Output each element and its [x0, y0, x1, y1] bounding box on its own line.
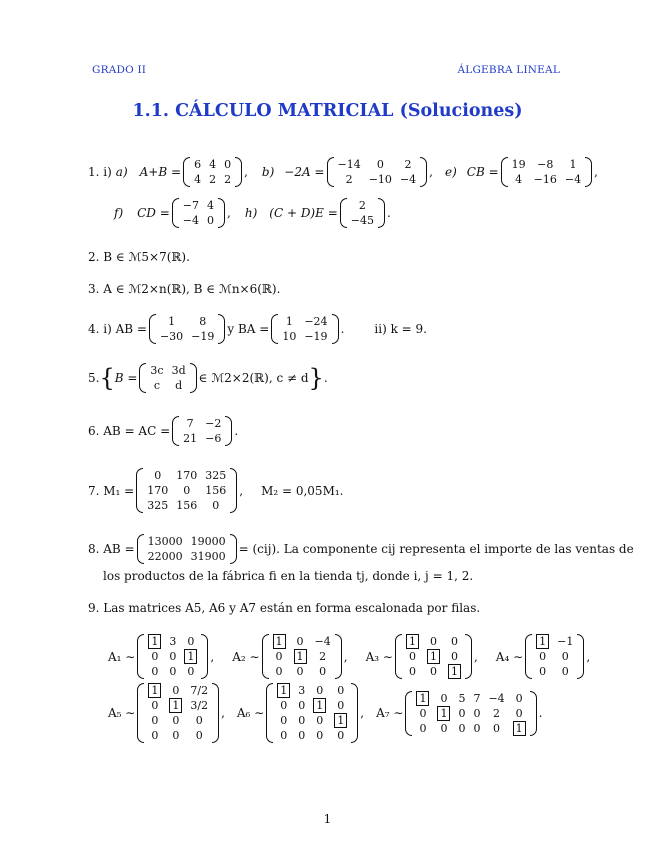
matrix-entry: 1 — [423, 649, 444, 664]
matrix-entry: 0 — [298, 729, 306, 742]
matrix-entry: 2 — [358, 199, 366, 212]
p1-e-expr: CB = — [466, 165, 499, 179]
problem-9-intro: 9. Las matrices A5, A6 y A7 están en forma escalonada por filas. — [88, 601, 481, 615]
matrix-entry: 0 — [408, 665, 416, 678]
matrix-entry: −4 — [488, 691, 505, 705]
problem-9-row-2: A₅ ∼ 1 0 7/2 0 1 3/2 0 0 0 0 0 0 , A₆ ∼ 1 3 0 0 0 0 1 0 0 0 0 1 0 0 0 0 , A₇ ∼ 1 0 5 7 −4 0 0 1 0 0 2 0 0 0 0 0 0 1 . — [108, 684, 543, 742]
matrix-entry: 0 — [337, 729, 345, 742]
matrix-entry: 0 — [275, 665, 283, 678]
matrix-entry: −4 — [564, 173, 582, 186]
matrix-entry: 0 — [169, 650, 177, 663]
matrix-entry: 1 — [290, 649, 311, 664]
matrix-entry: 0 — [172, 684, 180, 697]
matrix-entry: 4 — [194, 173, 202, 186]
matrix — [149, 314, 225, 344]
a1-label: A₁ ∼ — [108, 649, 136, 664]
matrix-entry: 1 — [412, 691, 433, 706]
matrix-entry: 0 — [298, 699, 306, 712]
matrix — [395, 634, 472, 679]
matrix-entry: 325 — [147, 499, 169, 512]
matrix-entry: 0 — [440, 691, 448, 705]
matrix-entry: 0 — [224, 158, 232, 171]
matrix — [137, 683, 219, 743]
matrix-entry: 4 — [515, 173, 523, 186]
matrix-entry: 3c — [150, 364, 164, 377]
matrix-entry: 22000 — [147, 550, 183, 563]
p7-num: 7. M₁ = — [88, 483, 135, 498]
p5-tail: ∈ ℳ2×2(ℝ), c ≠ d — [198, 371, 309, 385]
matrix-entry: 1 — [144, 634, 165, 649]
a7-label: A₇ ∼ — [376, 706, 404, 720]
p1-b-label: b) — [261, 165, 275, 179]
matrix-entry: 13000 — [147, 535, 183, 548]
matrix-entry: 0 — [280, 729, 288, 742]
matrix-entry: 0 — [151, 714, 159, 727]
a4-label: A₄ ∼ — [495, 649, 524, 664]
matrix-entry: 2 — [493, 706, 501, 720]
matrix — [266, 683, 358, 743]
header-subject: ÁLGEBRA LINEAL — [457, 64, 560, 76]
matrix — [262, 634, 342, 679]
matrix-entry: 0 — [195, 714, 203, 727]
matrix — [172, 416, 232, 446]
matrix — [405, 691, 536, 736]
problem-3: 3. A ∈ ℳ2×n(ℝ), B ∈ ℳn×6(ℝ). — [88, 282, 281, 296]
matrix-entry: 7 — [186, 417, 194, 430]
matrix-entry: 0 — [450, 650, 458, 663]
matrix-entry: 0 — [458, 721, 466, 735]
a3-label: A₃ ∼ — [365, 649, 393, 664]
matrix-entry: −30 — [159, 330, 184, 343]
matrix-entry: −10 — [368, 173, 392, 186]
matrix-entry: 170 — [176, 469, 198, 482]
matrix-entry: 0 — [151, 729, 159, 742]
matrix-entry: 0 — [450, 635, 458, 648]
matrix-entry: 7/2 — [190, 684, 209, 697]
p1-a-expr: A+B = — [139, 165, 182, 179]
problem-5: 5. { B = 3c 3d c d ∈ ℳ2×2(ℝ), c ≠ d } . — [88, 364, 328, 392]
matrix-entry: 0 — [187, 665, 195, 678]
matrix-entry: 0 — [429, 665, 437, 678]
problem-9-row-1: A₁ ∼ 1 3 0 0 0 1 0 0 0 , A₂ ∼ 1 0 −4 0 1 2 0 0 0 , A₃ ∼ 1 0 0 0 1 0 0 0 1 , A₄ ∼ 1 −1 0 0 0 0 , — [108, 635, 591, 678]
matrix-entry: −6 — [205, 432, 222, 445]
matrix — [137, 634, 208, 679]
matrix-entry: −4 — [399, 173, 417, 186]
matrix-entry: 156 — [205, 484, 227, 497]
matrix-entry: 31900 — [190, 550, 226, 563]
matrix-entry: 0 — [376, 158, 384, 171]
matrix-entry: 3 — [298, 684, 306, 697]
matrix — [136, 468, 237, 513]
p1-f-label: f) — [114, 206, 124, 220]
matrix-entry: 0 — [207, 214, 215, 227]
matrix-entry: 0 — [172, 714, 180, 727]
matrix-entry: 1 — [168, 315, 176, 328]
matrix-entry: 2 — [404, 158, 412, 171]
matrix-entry: 1 — [444, 664, 465, 679]
matrix-entry: 0 — [408, 650, 416, 663]
p1-e-label: e) — [444, 165, 457, 179]
page-number: 1 — [323, 812, 332, 826]
problem-1-line-1: 1. i) a) A+B = 6 4 0 4 2 2 , b) −2A = −14 0 2 2 −10 −4 , e) CB = 19 −8 1 4 −16 −4 , — [88, 158, 598, 186]
problem-2: 2. B ∈ ℳ5×7(ℝ). — [88, 250, 190, 264]
matrix-entry: 0 — [296, 635, 304, 648]
matrix-entry: −4 — [182, 214, 200, 227]
p1-h-expr: (C + D)E = — [269, 206, 338, 220]
p1-h-label: h) — [244, 206, 258, 220]
matrix-entry: 0 — [458, 706, 466, 720]
matrix-entry: 19000 — [190, 535, 226, 548]
matrix-entry: 0 — [169, 665, 177, 678]
matrix-entry: 1 — [509, 721, 530, 736]
matrix-entry: −16 — [533, 173, 557, 186]
matrix-entry: 0 — [183, 484, 191, 497]
matrix-entry: 21 — [183, 432, 198, 445]
matrix-entry: 1 — [309, 698, 330, 713]
matrix-entry: 0 — [151, 665, 159, 678]
a6-label: A₆ ∼ — [236, 706, 265, 720]
p4-ii: ii) k = 9. — [374, 322, 427, 336]
matrix-entry: 1 — [180, 649, 201, 664]
p4-mid: y BA = — [227, 322, 270, 336]
matrix-entry: 0 — [319, 665, 327, 678]
matrix-entry: 0 — [212, 499, 220, 512]
matrix-entry: 1 — [165, 698, 186, 713]
matrix-entry: 1 — [569, 158, 577, 171]
matrix-entry: −2 — [205, 417, 222, 430]
matrix — [183, 157, 242, 187]
problem-8 — [88, 534, 634, 564]
matrix-entry: 2 — [209, 173, 217, 186]
matrix-entry: 0 — [473, 706, 481, 720]
p1-f-expr: CD = — [137, 206, 170, 220]
matrix-entry: 4 — [207, 199, 215, 212]
matrix-entry: 1 — [402, 634, 423, 649]
matrix-entry: −1 — [557, 635, 574, 648]
matrix-entry: 0 — [561, 665, 569, 678]
matrix-entry: 3d — [171, 364, 186, 377]
matrix-entry: 0 — [515, 706, 523, 720]
p7-tail: M₂ = 0,05M₁. — [261, 483, 344, 498]
matrix-entry: 1 — [273, 683, 294, 698]
p5-b-expr: B = — [114, 371, 138, 385]
matrix — [172, 198, 225, 228]
matrix — [501, 157, 592, 187]
matrix-entry: 0 — [172, 729, 180, 742]
problem-8-line-2: los productos de la fábrica fi en la tienda tj, donde i, j = 1, 2. — [103, 569, 474, 583]
matrix-entry: 0 — [515, 691, 523, 705]
matrix-entry: 1 — [144, 683, 165, 698]
p1-num: 1. i) — [88, 165, 112, 179]
matrix-entry: 3 — [169, 635, 177, 648]
matrix-entry: 0 — [419, 721, 427, 735]
matrix-entry: 0 — [473, 721, 481, 735]
matrix-entry: 325 — [205, 469, 227, 482]
p6-num: 6. AB = AC = — [88, 424, 171, 438]
matrix-entry: 0 — [429, 635, 437, 648]
p8-line1: = (cij). La componente cij representa el importe de las ventas de — [238, 542, 634, 556]
matrix-entry: 2 — [345, 173, 353, 186]
p8-num: 8. AB = — [88, 542, 135, 556]
matrix-entry: −4 — [314, 635, 331, 648]
matrix-entry: 170 — [147, 484, 169, 497]
problem-1-line-2: f) CD = −7 4 −4 0 , h) (C + D)E = 2 −45 . — [114, 199, 391, 227]
matrix — [137, 534, 237, 564]
p1-a-label: a) — [115, 165, 128, 179]
matrix-entry: 0 — [493, 721, 501, 735]
matrix-entry: 0 — [316, 684, 324, 697]
matrix-entry: c — [153, 379, 161, 392]
matrix-entry: 0 — [151, 650, 159, 663]
matrix-entry: −8 — [537, 158, 554, 171]
problem-4: 4. i) AB = 1 8 −30 −19 y BA = 1 −24 10 −19 . ii) k = 9. — [88, 315, 427, 343]
page-title: 1.1. CÁLCULO MATRICIAL (Soluciones) — [132, 101, 523, 121]
matrix-entry: 4 — [209, 158, 217, 171]
matrix — [271, 314, 338, 344]
matrix-entry: 2 — [224, 173, 232, 186]
matrix-entry: d — [175, 379, 183, 392]
matrix-entry: 6 — [194, 158, 202, 171]
matrix-entry: 1 — [269, 634, 290, 649]
matrix-entry: 1 — [330, 713, 351, 728]
matrix-entry: 5 — [458, 691, 466, 705]
p4-num: 4. i) AB = — [88, 322, 147, 336]
matrix — [340, 198, 385, 228]
matrix-entry: −45 — [350, 214, 374, 227]
matrix — [327, 157, 428, 187]
matrix-entry: 0 — [187, 635, 195, 648]
matrix-entry: 0 — [337, 684, 345, 697]
matrix-entry: 0 — [561, 650, 569, 663]
matrix-entry: −19 — [191, 330, 215, 343]
matrix-entry: 3/2 — [190, 699, 209, 712]
matrix-entry: −14 — [337, 158, 361, 171]
matrix-entry: 0 — [419, 706, 427, 720]
matrix — [525, 634, 584, 679]
p1-b-expr: −2A = — [284, 165, 325, 179]
matrix-entry: 0 — [539, 665, 547, 678]
matrix-entry: 0 — [316, 714, 324, 727]
matrix-entry: 7 — [473, 691, 481, 705]
matrix-entry: 156 — [176, 499, 198, 512]
matrix-entry: 0 — [195, 729, 203, 742]
matrix-entry: 0 — [275, 650, 283, 663]
matrix-entry: 19 — [511, 158, 526, 171]
matrix-entry: 0 — [440, 721, 448, 735]
matrix-entry: 8 — [199, 315, 207, 328]
problem-7: 7. M₁ = 0 170 325 170 0 156 325 156 0 , M₂ = 0,05M₁. — [88, 469, 344, 512]
matrix-entry: 10 — [282, 330, 297, 343]
header-course: GRADO II — [92, 64, 147, 76]
matrix-entry: 0 — [316, 729, 324, 742]
matrix-entry: 0 — [280, 714, 288, 727]
p5-num: 5. — [88, 371, 100, 385]
matrix-entry: −24 — [304, 315, 328, 328]
matrix-entry: −7 — [182, 199, 200, 212]
matrix-entry: 0 — [337, 699, 345, 712]
problem-6: 6. AB = AC = 7 −2 21 −6 . — [88, 417, 239, 445]
matrix-entry: 1 — [433, 706, 454, 721]
a2-label: A₂ ∼ — [232, 649, 260, 664]
matrix-entry: 0 — [280, 699, 288, 712]
matrix-entry: 0 — [151, 699, 159, 712]
matrix-entry: 0 — [539, 650, 547, 663]
matrix-entry: 2 — [319, 650, 327, 663]
matrix-entry: 0 — [154, 469, 162, 482]
matrix-entry: 0 — [298, 714, 306, 727]
matrix-entry: 1 — [532, 634, 553, 649]
matrix — [139, 363, 196, 393]
a5-label: A₅ ∼ — [108, 706, 136, 720]
matrix-entry: −19 — [304, 330, 328, 343]
matrix-entry: 0 — [296, 665, 304, 678]
matrix-entry: 1 — [285, 315, 293, 328]
